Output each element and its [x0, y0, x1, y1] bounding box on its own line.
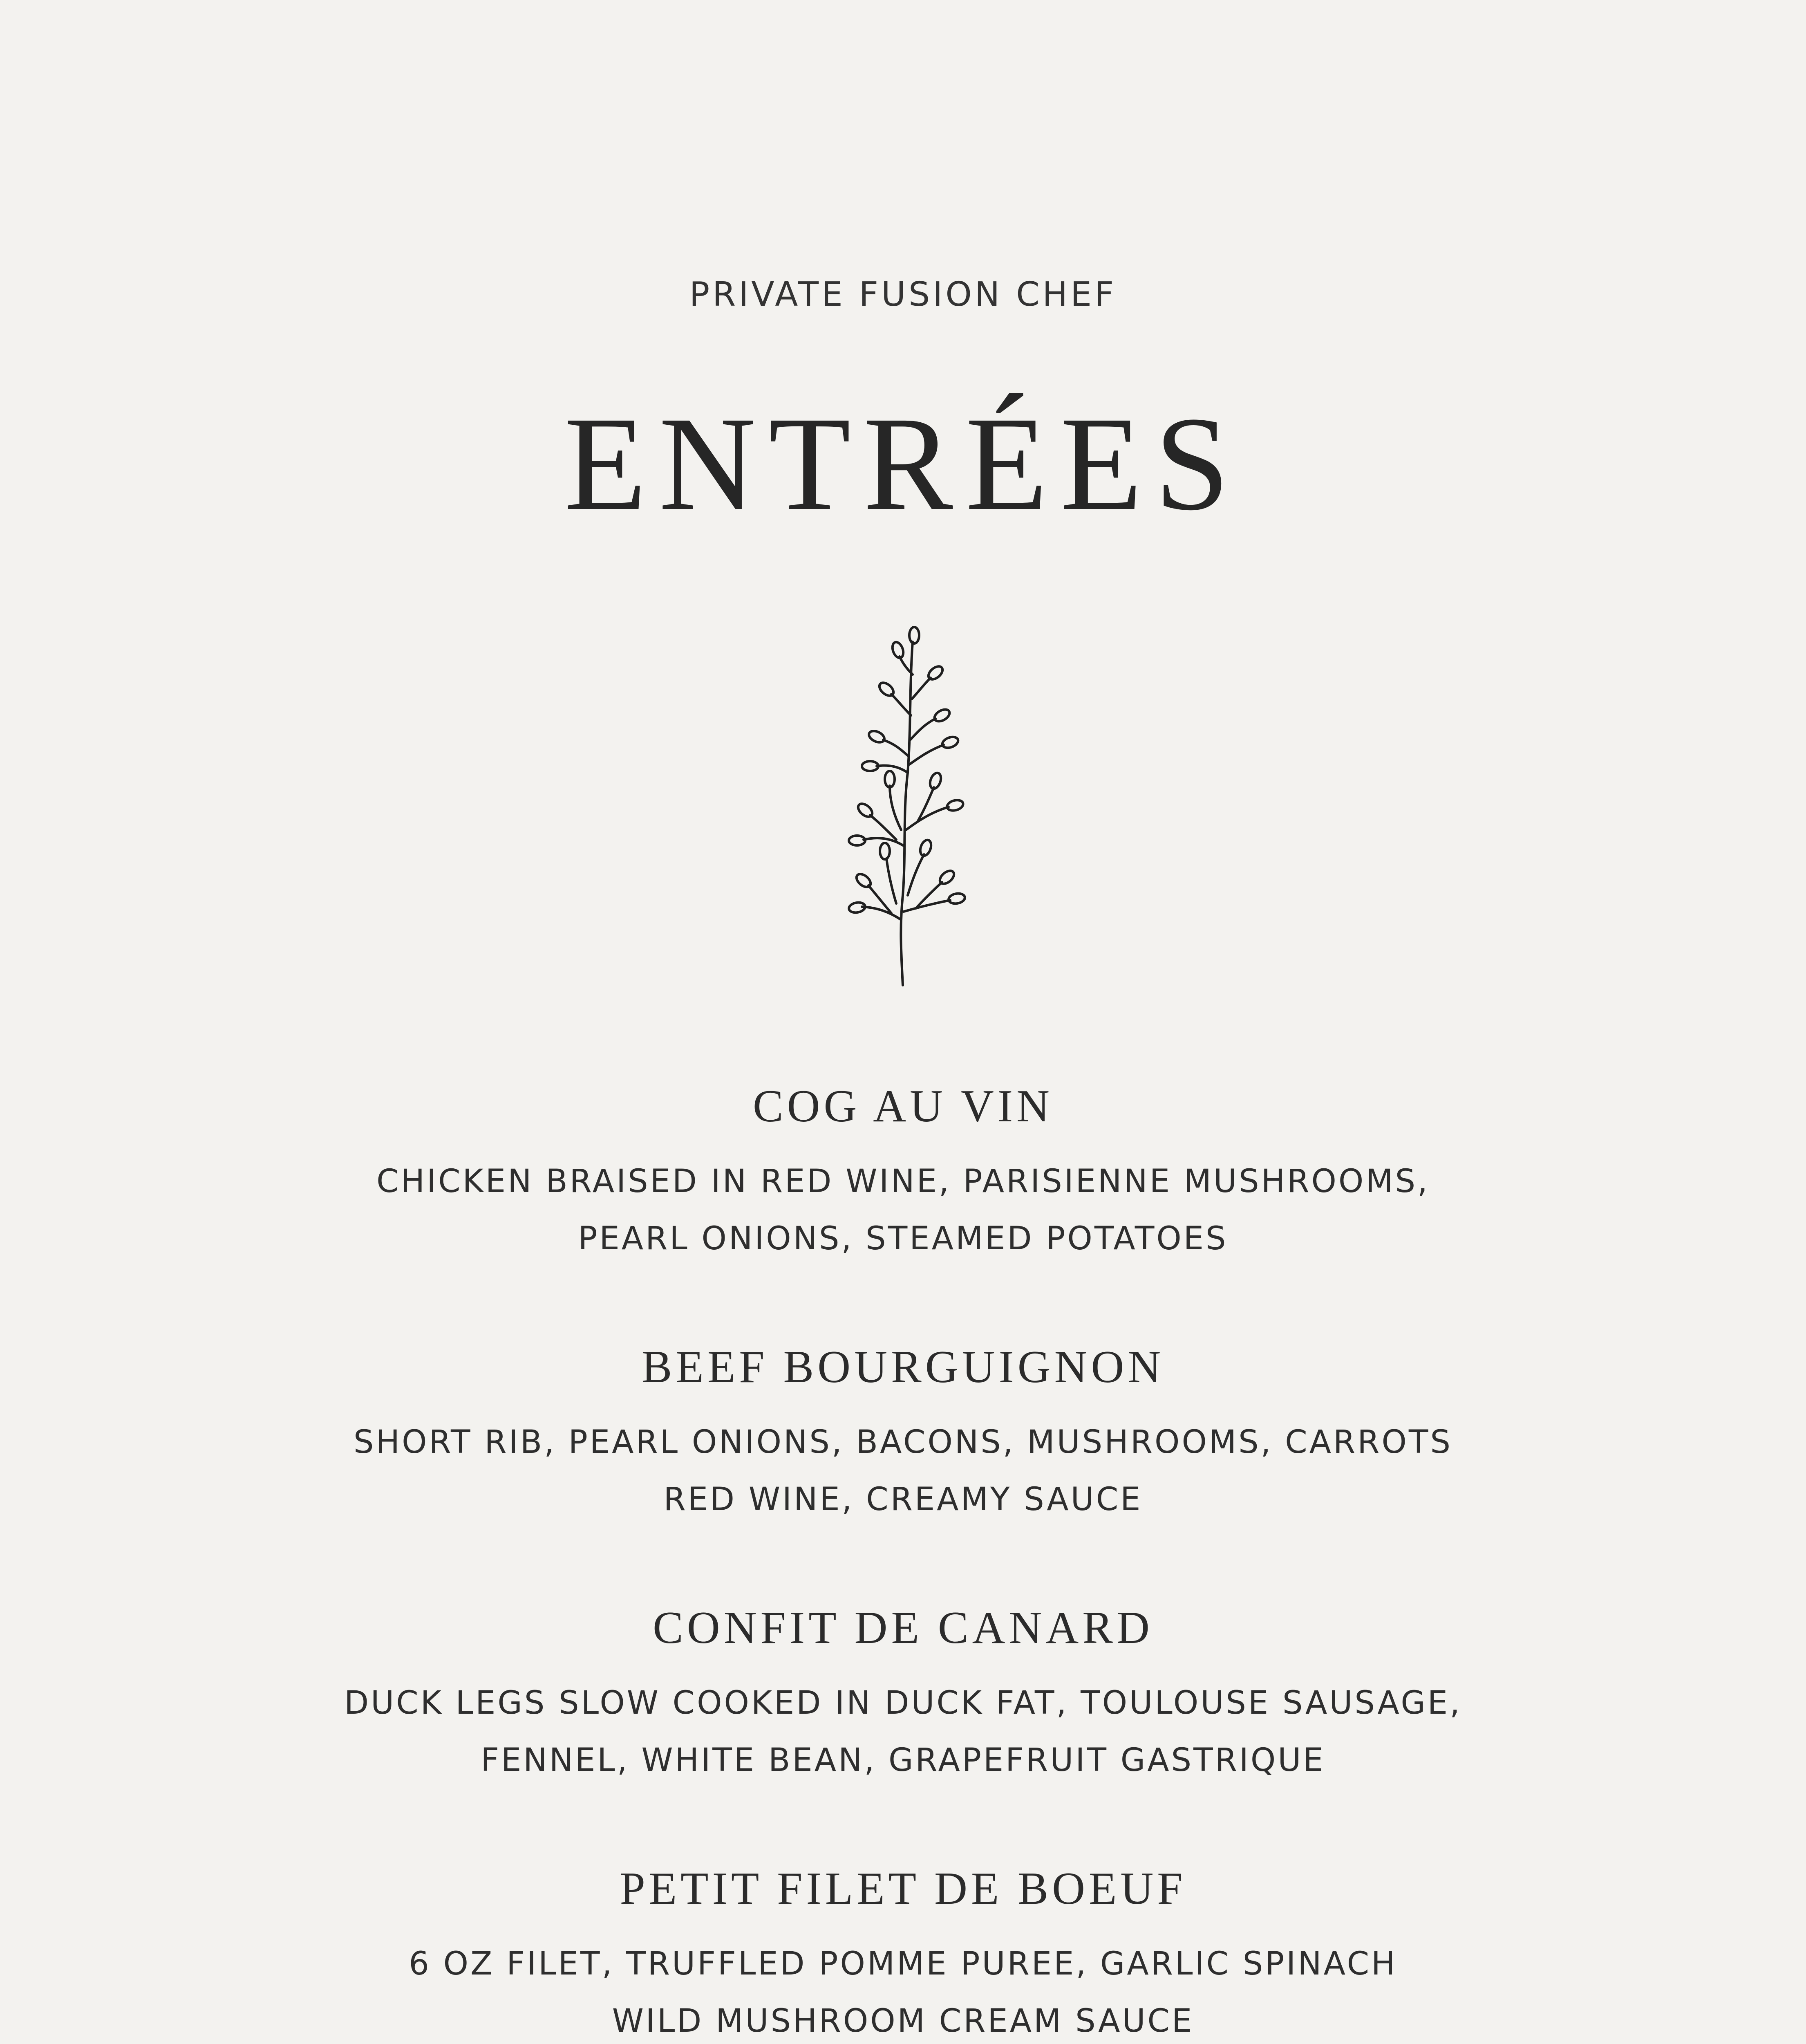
menu-item-description	[0, 1935, 1806, 2044]
botanical-sprig-icon	[811, 625, 991, 993]
menu-item-description-line: FENNEL, WHITE BEAN, GRAPEFRUIT GASTRIQUE	[481, 1742, 1325, 1779]
menu-item-description	[0, 1674, 1806, 1789]
menu-item	[0, 1863, 1806, 2044]
menu-item-name: PETIT FILET DE BOEUF	[620, 1863, 1186, 1914]
menu-item-description-line: DUCK LEGS SLOW COOKED IN DUCK FAT, TOULOUSE SAUSAGE,	[344, 1685, 1462, 1721]
menu-item-description-line: WILD MUSHROOM CREAM SAUCE	[612, 2003, 1194, 2040]
menu-item-name: BEEF BOURGUIGNON	[641, 1342, 1165, 1392]
menu-item-description-line: PEARL ONIONS, STEAMED POTATOES	[578, 1220, 1228, 1257]
menu-item-name: CONFIT DE CANARD	[653, 1602, 1153, 1653]
page-title: ENTRÉES	[564, 389, 1242, 538]
menu-item-description-line: CHICKEN BRAISED IN RED WINE, PARISIENNE MUSHROOMS,	[376, 1163, 1430, 1200]
menu-item-description-line: 6 OZ FILET, TRUFFLED POMME PUREE, GARLIC SPINACH	[409, 1945, 1397, 1982]
menu-item-description-line: RED WINE, CREAMY SAUCE	[663, 1481, 1143, 1518]
menu-item-description	[0, 1414, 1806, 1528]
menu-item	[0, 1344, 1806, 1528]
menu-item	[0, 1083, 1806, 1267]
menu-item	[0, 1602, 1806, 1789]
menu-item-name: COG AU VIN	[752, 1081, 1054, 1132]
menu-item-description	[0, 1153, 1806, 1267]
menu-item-description-line: SHORT RIB, PEARL ONIONS, BACONS, MUSHROOMS, CARROTS	[353, 1424, 1453, 1461]
chef-label: PRIVATE FUSION CHEF	[689, 275, 1117, 314]
